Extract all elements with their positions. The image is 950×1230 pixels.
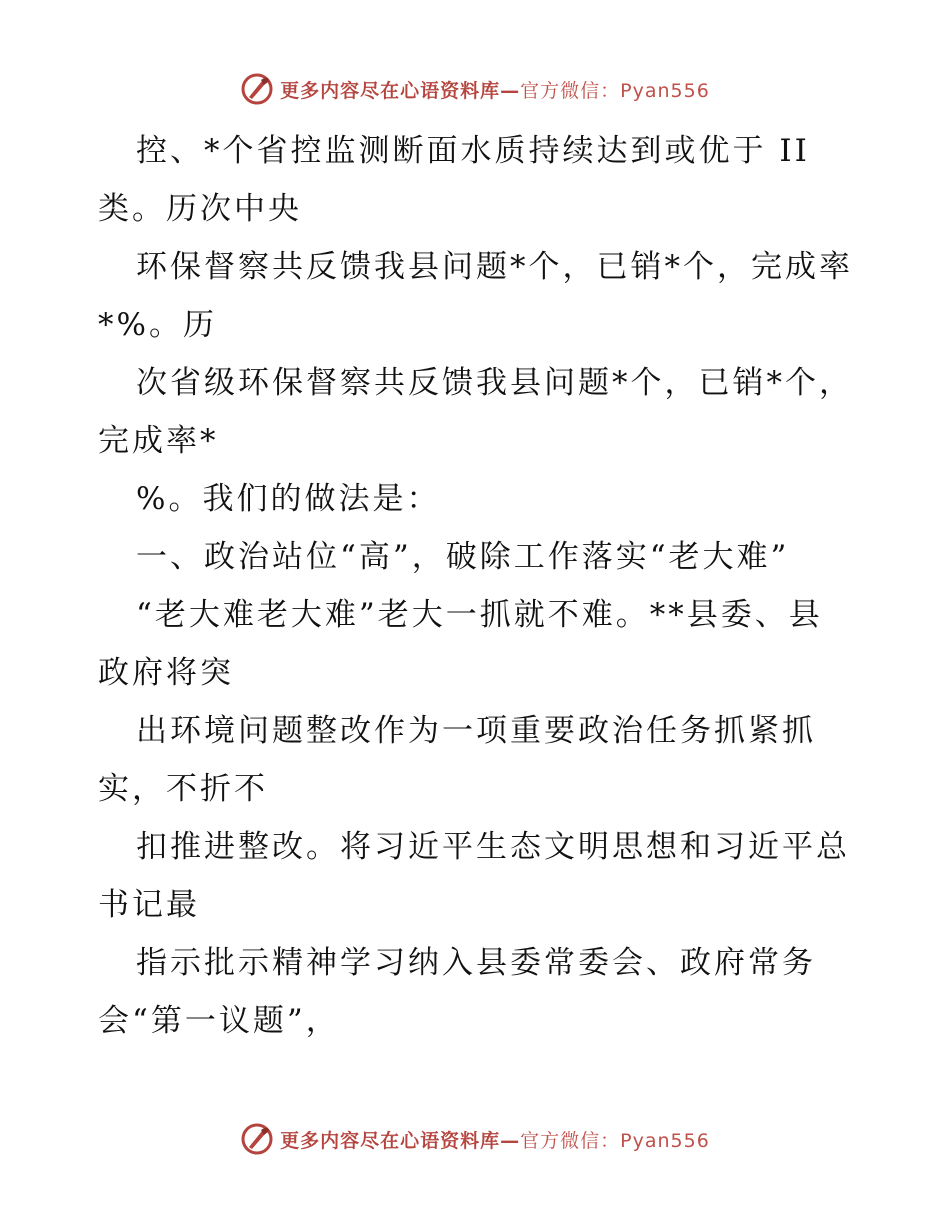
section-heading: 一、政治站位“高”，破除工作落实“老大难” bbox=[136, 539, 790, 575]
body-line: 政府将突 bbox=[98, 655, 234, 691]
body-line: 实，不折不 bbox=[98, 771, 268, 807]
body-line: 完成率* bbox=[98, 423, 219, 459]
quill-logo-icon bbox=[240, 1122, 274, 1156]
quill-logo-icon bbox=[240, 72, 274, 106]
body-line: “老大难老大难”老大一抓就不难。**县委、县 bbox=[136, 597, 823, 633]
header-wechat-label: 官方微信：Pyan556 bbox=[520, 79, 710, 102]
body-line: 指示批示精神学习纳入县委常委会、政府常务 bbox=[136, 945, 816, 981]
body-line: *%。历 bbox=[98, 307, 217, 343]
footer-wechat-label: 官方微信：Pyan556 bbox=[520, 1129, 710, 1152]
body-line: 会“第一议题”， bbox=[98, 1003, 340, 1039]
header-banner-text: 更多内容尽在心语资料库—官方微信：Pyan556 bbox=[280, 79, 710, 102]
body-line: 出环境问题整改作为一项重要政治任务抓紧抓 bbox=[136, 713, 816, 749]
document-body bbox=[98, 122, 858, 1050]
body-line: 类。历次中央 bbox=[98, 191, 302, 227]
body-line: %。我们的做法是： bbox=[136, 481, 441, 517]
body-line: 控、*个省控监测断面水质持续达到或优于 II bbox=[136, 133, 810, 169]
footer-banner bbox=[0, 1122, 950, 1156]
body-line: 扣推进整改。将习近平生态文明思想和习近平总 bbox=[136, 829, 850, 865]
header-banner bbox=[0, 72, 950, 106]
body-line: 环保督察共反馈我县问题*个，已销*个，完成率 bbox=[136, 249, 853, 285]
body-line: 书记最 bbox=[98, 887, 200, 923]
footer-banner-text: 更多内容尽在心语资料库—官方微信：Pyan556 bbox=[280, 1129, 710, 1152]
body-line: 次省级环保督察共反馈我县问题*个，已销*个， bbox=[136, 365, 853, 401]
